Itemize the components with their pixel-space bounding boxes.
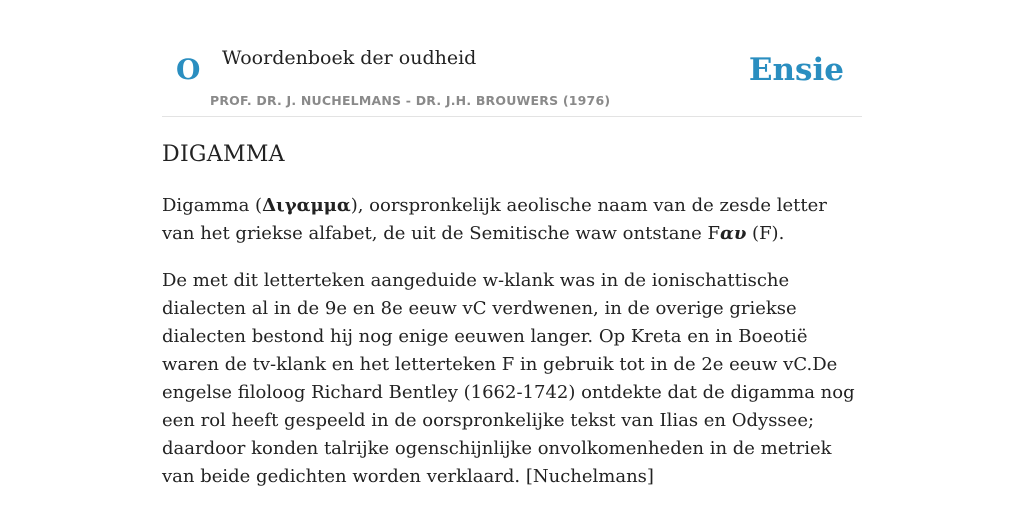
entry-paragraph-1 bbox=[162, 192, 862, 248]
book-title[interactable]: Woordenboek der oudheid bbox=[222, 47, 477, 69]
entry-title: DIGAMMA bbox=[162, 142, 285, 167]
entry-body bbox=[162, 192, 862, 510]
paragraph-1-text-b: ), oorspronkelijk aeolische naam van de zesde letter van het griekse alfabet, de uit de Semitische waw ontstane F bbox=[162, 195, 827, 244]
paragraph-1-text-a: Digamma ( bbox=[162, 195, 263, 216]
greek-word-fau: αυ bbox=[719, 223, 747, 244]
entry-paragraph-2: De met dit letterteken aangeduide w-klank was in de ionischattische dialecten al in de 9e en 8e eeuw vC verdwenen, in de overige griekse dialecten bestond hij nog enige eeuwen langer. Op Kreta en in Boeotië waren de tv-klank en het letterteken F in gebruik tot in de 2e eeuw vC.De engelse filoloog Richard Bentley (1662-1742) ontdekte dat de digamma nog een rol heeft gespeeld in de oorspronkelijke tekst van Ilias en Odyssee; daardoor konden talrijke ogenschijnlijke onvolkomenheden in de metriek van beide gedichten worden verklaard. [Nuchelmans] bbox=[162, 270, 855, 487]
index-letter[interactable]: O bbox=[176, 53, 201, 86]
book-authors: PROF. DR. J. NUCHELMANS - DR. J.H. BROUWERS (1976) bbox=[210, 93, 611, 108]
ensie-logo[interactable]: Ensie bbox=[748, 52, 844, 88]
dictionary-header bbox=[162, 38, 862, 117]
greek-word-digamma: Διγαμμα bbox=[262, 195, 351, 216]
paragraph-1-text-c: (F). bbox=[746, 223, 785, 244]
